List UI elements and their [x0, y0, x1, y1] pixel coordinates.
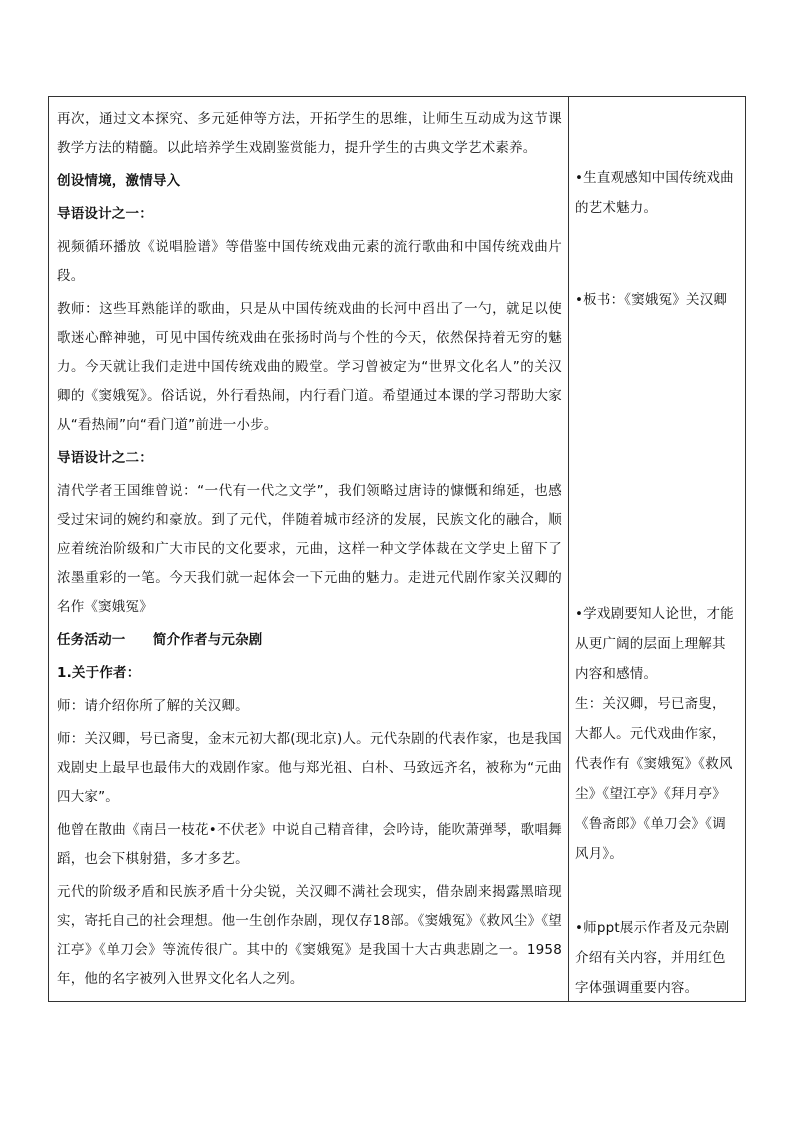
- section-heading-intro: 创设情境，激情导入: [57, 173, 181, 189]
- paragraph-teacher-intro: 教师：这些耳熟能详的歌曲，只是从中国传统戏曲的长河中舀出了一勺，就足以使歌迷心醉神驰，可见中国传统戏曲在张扬时尚与个性的今天，依然保持着无穷的魅力。今天就让我们走进中国传统戏曲的殿堂。学习曾被定为“世界文化名人”的关汉卿的《窦娥冤》。俗话说，外行看热闹，内行看门道。希望通过本课的学习帮助大家从“看热闹”向“看门道”前进一小步。: [57, 301, 562, 433]
- lesson-plan-table: [48, 96, 746, 1002]
- paragraph-author-works: 元代的阶级矛盾和民族矛盾十分尖锐，关汉卿不满社会现实，借杂剧来揭露黑暗现实，寄托自己的社会理想。他一生创作杂剧，现仅存18部。《窦娥冤》《救风尘》《望江亭》《单刀会》等流传很广。其中的《窦娥冤》是我国十大古典悲剧之一。1958年，他的名字被列入世界文化名人之列。: [57, 884, 562, 987]
- teaching-content-column: [49, 97, 569, 1001]
- subheading-intro-design-2: 导语设计之二：: [57, 450, 153, 466]
- note-ppt-display: •师ppt展示作者及元杂剧介绍有关内容，并用红色字体强调重要内容。: [575, 920, 730, 996]
- paragraph-teacher-question: 师：请介绍你所了解的关汉卿。: [57, 698, 249, 714]
- paragraph-video-intro: 视频循环播放《说唱脸谱》等借鉴中国传统戏曲元素的流行歌曲和中国传统戏曲片段。: [57, 239, 562, 284]
- subheading-intro-design-1: 导语设计之一：: [57, 206, 153, 222]
- note-student-answer: 生：关汉卿，号已斋叟，大都人。元代戏曲作家，代表作有《窦娥冤》《救风尘》《望江亭》《拜月亭》《鲁斋郎》《单刀会》《调风月》。: [575, 696, 733, 862]
- section-heading-task-1: 任务活动一 简介作者与元杂剧: [57, 632, 263, 648]
- subheading-about-author: 1.关于作者：: [57, 665, 141, 681]
- paragraph-method-summary: 再次，通过文本探究、多元延伸等方法，开拓学生的思维，让师生互动成为这节课教学方法的精髓。以此培养学生戏剧鉴赏能力，提升学生的古典文学艺术素养。: [57, 111, 562, 156]
- paragraph-wang-guowei: 清代学者王国维曾说：“一代有一代之文学”，我们领略过唐诗的慷慨和绵延，也感受过宋词的婉约和豪放。到了元代，伴随着城市经济的发展，民族文化的融合，顺应着统治阶级和广大市民的文化要求，元曲，这样一种文学体裁在文学史上留下了浓墨重彩的一笔。今天我们就一起体会一下元曲的魅力。走进元代剧作家关汉卿的名作《窦娥冤》: [57, 483, 562, 615]
- note-know-author: •学戏剧要知人论世，才能从更广阔的层面上理解其内容和感情。: [575, 606, 734, 682]
- note-perceive-opera: •生直观感知中国传统戏曲的艺术魅力。: [575, 170, 734, 216]
- paragraph-author-bio: 师：关汉卿，号已斋叟，金末元初大都(现北京)人。元代杂剧的代表作家，也是我国戏剧史上最早也最伟大的戏剧作家。他与郑光祖、白朴、马致远齐名，被称为“元曲四大家”。: [57, 731, 562, 805]
- notes-column: [569, 97, 745, 1001]
- paragraph-author-talents: 他曾在散曲《南吕一枝花•不伏老》中说自己精音律，会吟诗，能吹萧弹琴，歌唱舞蹈，也会下棋射猎，多才多艺。: [57, 822, 562, 867]
- note-blackboard: •板书：《窦娥冤》关汉卿: [575, 292, 728, 308]
